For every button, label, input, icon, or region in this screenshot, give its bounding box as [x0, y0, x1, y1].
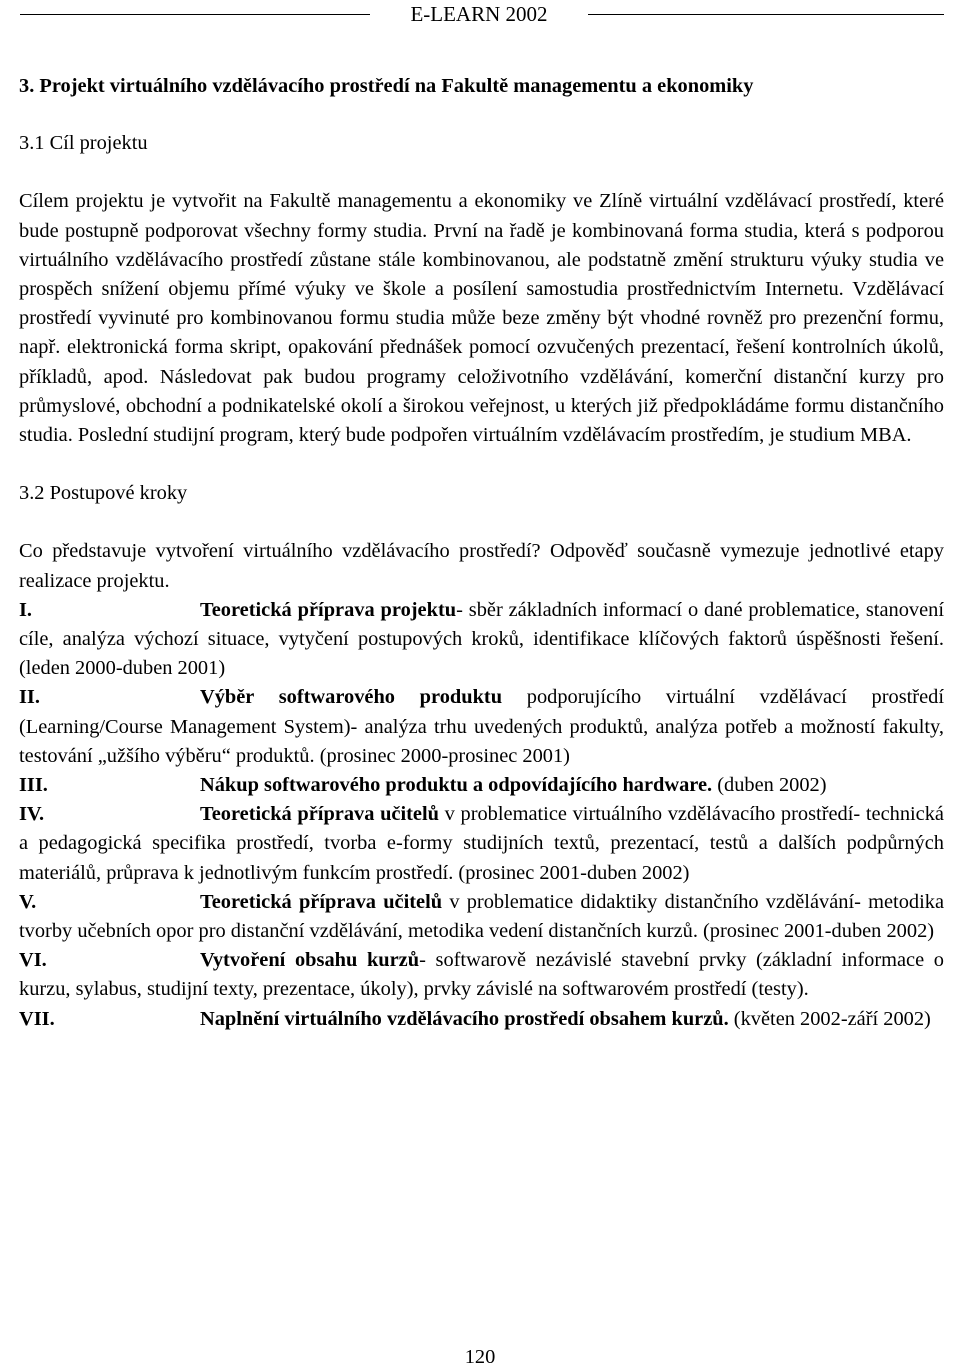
step-item — [19, 946, 944, 1004]
step-item — [19, 683, 944, 771]
step-description: v problematice virtuálního vzdělávacího prostředí- technická a pedagogická specifika prostředí, tvorba e-formy studijních textů, prezentací, testů a dalších podpůrných materiálů, průprava k jednotlivým funkcím prostředí. (prosinec 2001-duben 2002) — [19, 803, 944, 884]
step-description: - softwarově nezávislé stavební prvky (základní informace o kurzu, sylabus, studijní texty, prezentace, úkoly), prvky závislé na softwarovém prostředí (testy). — [19, 949, 944, 1001]
header-title: E-LEARN 2002 — [410, 2, 548, 26]
step-number: VII. — [19, 1007, 55, 1030]
step-description: (duben 2002) — [712, 774, 827, 797]
step-description: v problematice didaktiky distančního vzdělávání- metodika tvorby učebních opor pro distanční vzdělávání, metodika vedení distančních kurzů. (prosinec 2001-duben 2002) — [19, 890, 944, 943]
header-rule-right — [588, 14, 944, 15]
step-item — [19, 800, 944, 888]
step-title: Vytvoření obsahu kurzů — [200, 949, 420, 972]
step-description: (květen 2002-září 2002) — [728, 1007, 931, 1030]
step-item — [19, 771, 944, 800]
step-number: III. — [19, 774, 48, 797]
page-header — [0, 0, 960, 30]
step-number: II. — [19, 686, 40, 709]
step-title: Výběr softwarového produktu — [200, 686, 503, 709]
page-number: 120 — [464, 1346, 496, 1368]
document-body — [19, 72, 944, 1034]
step-item — [19, 888, 944, 946]
step-number: IV. — [19, 803, 45, 826]
section-heading-goal: 3.1 Cíl projektu — [19, 132, 148, 155]
step-number: V. — [19, 890, 37, 913]
step-title: Teoretická příprava učitelů — [200, 890, 443, 913]
step-description: - sběr základních informací o dané problematice, stanovení cíle, analýza výchozí situace, vytyčení postupových kroků, identifikace klíčových faktorů úspěšnosti řešení. (leden 2000-duben 2001) — [19, 598, 944, 680]
step-title: Nákup softwarového produktu a odpovídajícího hardware. — [200, 774, 713, 797]
step-title: Naplnění virtuálního vzdělávacího prostředí obsahem kurzů. — [200, 1007, 729, 1030]
step-item — [19, 1005, 944, 1034]
header-rule-left — [20, 14, 370, 15]
steps-intro-paragraph: Co představuje vytvoření virtuálního vzdělávacího prostředí? Odpověď současně vymezuje jednotlivé etapy realizace projektu. — [19, 540, 944, 592]
step-title: Teoretická příprava projektu — [200, 598, 457, 621]
section-heading-steps: 3.2 Postupové kroky — [19, 482, 188, 505]
step-title: Teoretická příprava učitelů — [200, 803, 439, 826]
goal-paragraph: Cílem projektu je vytvořit na Fakultě managementu a ekonomiky ve Zlíně virtuální vzdělávací prostředí, které bude postupně podporovat všechny formy studia. První na řadě je kombinovaná forma studia, která s podporou virtuálního vzdělávacího prostředí zůstane stále kombinovanou, ale podstatně změní strukturu výuky studia ve prospěch snížení objemu přímé výuky ve škole a posílení samostudia prostřednictvím Internetu. Vzdělávací prostředí vyvinuté pro kombinovanou formu studia může beze změny být vhodné rovněž pro prezenční formu, např. elektronická forma skript, opakování přednášek pomocí ozvučených prezentací, řešení kontrolních úkolů, příkladů, apod. Následovat pak budou programy celoživotního vzdělávání, komerční distanční kurzy pro průmyslové, obchodní a podnikatelské okolí a širokou veřejnost, u kterých již předpokládáme formu distančního studia. Poslední studijní program, který bude podpořen virtuálním vzdělávacím prostředím, je studium MBA. — [19, 190, 944, 447]
chapter-title: 3. Projekt virtuálního vzdělávacího prostředí na Fakultě managementu a ekonomiky — [19, 75, 754, 97]
step-description: podporujícího virtuální vzdělávací prostředí (Learning/Course Management System)- analýza trhu uvedených produktů, analýza potřeb a možností fakulty, testování „užšího výběru“ produktů. (prosinec 2000-prosinec 2001) — [19, 686, 944, 767]
step-item — [19, 596, 944, 684]
step-number: VI. — [19, 949, 47, 972]
step-number: I. — [19, 598, 33, 621]
